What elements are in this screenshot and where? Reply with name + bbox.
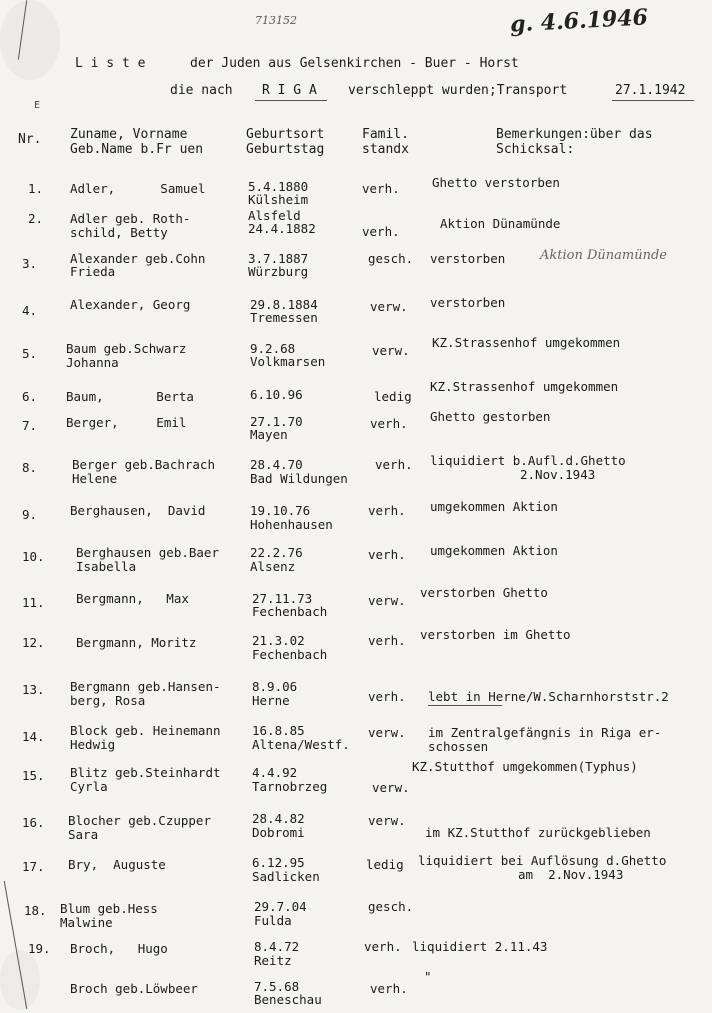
row-name-1: Blitz geb.Steinhardt [70, 765, 221, 780]
row-nr: 6. [22, 389, 38, 404]
row-name-2: Helene [72, 471, 118, 486]
row-name-2: Frieda [70, 264, 116, 279]
row-birth-2: Altena/Westf. [252, 737, 350, 752]
row-name-1: Broch geb.Löwbeer [70, 981, 198, 996]
row-note-1: verstorben Ghetto [420, 585, 548, 600]
row-family-status: gesch. [368, 251, 414, 266]
row-birth-1: 22.2.76 [250, 545, 303, 560]
row-family-status: verw. [368, 725, 406, 740]
row-family-status: verh. [368, 503, 406, 518]
row-name-1: Berghausen geb.Baer [76, 545, 219, 560]
row-birth-1: 29.8.1884 [250, 297, 318, 312]
row-name-1: Broch, Hugo [70, 941, 168, 956]
row-name-2: Johanna [66, 355, 119, 370]
row-nr: 11. [22, 595, 45, 610]
row-note-1: liquidiert 2.11.43 [412, 939, 548, 954]
row-birth-1: Alsfeld [248, 208, 301, 223]
row-birth-2: Mayen [250, 427, 288, 442]
row-birth-2: Külsheim [248, 192, 309, 207]
row-name-2: Hedwig [70, 737, 116, 752]
handwritten-note: Aktion Dünamünde [540, 248, 667, 263]
row-birth-1: 29.7.04 [254, 899, 307, 914]
scan-smudge [0, 950, 40, 1010]
row-name-2: Sara [68, 827, 99, 842]
row-name-1: Berger geb.Bachrach [72, 457, 215, 472]
row-birth-1: 8.4.72 [254, 939, 300, 954]
row-name-1: Bry, Auguste [68, 857, 166, 872]
title-riga: R I G A [262, 83, 317, 98]
handwritten-date: g. 4.6.1946 [509, 4, 649, 38]
row-family-status: verw. [370, 299, 408, 314]
row-birth-1: 5.4.1880 [248, 179, 309, 194]
row-birth-1: 21.3.02 [252, 633, 305, 648]
row-nr: 9. [22, 507, 38, 522]
row-name-1: Bergmann geb.Hansen- [70, 679, 221, 694]
row-nr: 18. [24, 903, 47, 918]
row-family-status: verw. [372, 780, 410, 795]
row-nr: 5. [22, 346, 38, 361]
row-family-status: verw. [368, 813, 406, 828]
row-name-2: schild, Betty [70, 225, 168, 240]
row-family-status: verh. [370, 416, 408, 431]
title-liste: L i s t e [75, 56, 146, 71]
row-note-1: umgekommen Aktion [430, 499, 558, 514]
row-family-status: verh. [362, 224, 400, 239]
date-underline [612, 100, 694, 101]
row-family-status: verw. [372, 343, 410, 358]
row-name-1: Baum geb.Schwarz [66, 341, 187, 356]
archive-number: 713152 [255, 14, 297, 27]
row-birth-2: Fechenbach [252, 604, 328, 619]
row-nr: 15. [22, 768, 45, 783]
row-nr: 2. [28, 211, 44, 226]
row-birth-2: Tarnobrzeg [252, 779, 328, 794]
row-birth-2: Bad Wildungen [250, 471, 348, 486]
row-birth-2: Würzburg [248, 264, 309, 279]
row-note-1: verstorben [430, 251, 506, 266]
row-name-1: Berger, Emil [66, 415, 187, 430]
row-birth-1: 27.11.73 [252, 591, 313, 606]
row-name-1: Berghausen, David [70, 503, 206, 518]
row-note-1: im Zentralgefängnis in Riga er- [428, 725, 662, 740]
row-name-1: Adler geb. Roth- [70, 211, 191, 226]
row-family-status: ledig [366, 857, 404, 872]
header-name-1: Zuname, Vorname [70, 127, 188, 142]
riga-underline [255, 100, 327, 101]
row-family-status: verh. [375, 457, 413, 472]
row-birth-2: Tremessen [250, 310, 318, 325]
row-note-1: umgekommen Aktion [430, 543, 558, 558]
row-note-1: Ghetto verstorben [432, 175, 560, 190]
row-note-1: im KZ.Stutthof zurückgeblieben [425, 825, 651, 840]
row-nr: 10. [22, 549, 45, 564]
title-die-nach: die nach [170, 83, 233, 98]
row-birth-1: 6.10.96 [250, 387, 303, 402]
row-birth-2: Reitz [254, 953, 292, 968]
row-family-status: verh. [364, 939, 402, 954]
row-birth-1: 6.12.95 [252, 855, 305, 870]
row-birth-1: 16.8.85 [252, 723, 305, 738]
row-name-1: Bergmann, Moritz [76, 635, 197, 650]
row-birth-2: Sadlicken [252, 869, 320, 884]
header-fam-2: standx [362, 142, 409, 157]
row-family-status: verh. [368, 689, 406, 704]
row-family-status: verh. [368, 547, 406, 562]
title-main: der Juden aus Gelsenkirchen - Buer - Horst [190, 56, 519, 71]
header-notes-1: Bemerkungen:über das [496, 127, 653, 142]
row-note-1: liquidiert b.Aufl.d.Ghetto [430, 453, 626, 468]
row-nr: 1. [28, 181, 44, 196]
row-birth-1: 4.4.92 [252, 765, 298, 780]
row-family-status: gesch. [368, 899, 414, 914]
row-birth-1: 9.2.68 [250, 341, 296, 356]
row-birth-2: Alsenz [250, 559, 296, 574]
row-note-1: lebt in Herne/W.Scharnhorststr.2 [428, 689, 669, 704]
row-name-1: Block geb. Heinemann [70, 723, 221, 738]
row-family-status: verh. [368, 633, 406, 648]
row-note-2: 2.Nov.1943 [520, 467, 596, 482]
row-birth-2: Beneschau [254, 992, 322, 1007]
row-note-2: am 2.Nov.1943 [518, 867, 624, 882]
row-birth-1: 7.5.68 [254, 979, 300, 994]
row-name-2: berg, Rosa [70, 693, 146, 708]
row-birth-1: 8.9.06 [252, 679, 298, 694]
row-family-status: verh. [370, 981, 408, 996]
row-note-1: Ghetto gestorben [430, 409, 551, 424]
margin-mark: E [34, 100, 41, 111]
row-nr: 17. [22, 859, 45, 874]
row-note-1: KZ.Stutthof umgekommen(Typhus) [412, 759, 638, 774]
row-birth-2: Fulda [254, 913, 292, 928]
row-birth-2: Herne [252, 693, 290, 708]
row-birth-2: Hohenhausen [250, 517, 333, 532]
header-birth-2: Geburtstag [246, 142, 325, 157]
row-nr: 13. [22, 682, 45, 697]
row-nr: 4. [22, 303, 38, 318]
row-name-2: Cyrla [70, 779, 108, 794]
row-note-1: KZ.Strassenhof umgekommen [430, 379, 619, 394]
row-birth-1: 28.4.70 [250, 457, 303, 472]
row-note-1: verstorben im Ghetto [420, 627, 571, 642]
scan-smudge [0, 0, 60, 80]
row-nr: 8. [22, 460, 38, 475]
row-name-1: Adler, Samuel [70, 181, 206, 196]
row-birth-2: Dobromi [252, 825, 305, 840]
row-nr: 16. [22, 815, 45, 830]
row-note-1: " [424, 969, 432, 984]
row-birth-2: Volkmarsen [250, 354, 326, 369]
row-name-2: Malwine [60, 915, 113, 930]
row-note-1: KZ.Strassenhof umgekommen [432, 335, 621, 350]
row-nr: 12. [22, 635, 45, 650]
row-name-1: Alexander, Georg [70, 297, 191, 312]
header-name-2: Geb.Name b.Fr uen [70, 142, 204, 157]
row-family-status: ledig [374, 389, 412, 404]
row-nr: 7. [22, 418, 38, 433]
row-birth-1: 28.4.82 [252, 811, 305, 826]
header-fam-1: Famil. [362, 127, 409, 142]
note-underline [428, 705, 502, 706]
row-family-status: verw. [368, 593, 406, 608]
row-name-1: Bergmann, Max [76, 591, 189, 606]
row-birth-2: Fechenbach [252, 647, 328, 662]
row-note-2: schossen [428, 739, 489, 754]
row-birth-1: 3.7.1887 [248, 251, 309, 266]
row-name-1: Baum, Berta [66, 389, 194, 404]
row-birth-2: 24.4.1882 [248, 221, 316, 236]
row-name-1: Blocher geb.Czupper [68, 813, 211, 828]
row-name-2: Isabella [76, 559, 137, 574]
row-name-1: Blum geb.Hess [60, 901, 158, 916]
row-note-1: Aktion Dünamünde [440, 216, 561, 231]
header-nr: Nr. [18, 132, 42, 147]
row-family-status: verh. [362, 181, 400, 196]
title-transport-date: 27.1.1942 [615, 83, 686, 98]
row-note-1: verstorben [430, 295, 506, 310]
row-note-1: liquidiert bei Auflösung d.Ghetto [418, 853, 667, 868]
row-nr: 14. [22, 729, 45, 744]
header-notes-2: Schicksal: [496, 142, 575, 157]
row-birth-1: 27.1.70 [250, 414, 303, 429]
row-nr: 3. [22, 256, 38, 271]
title-transport: verschleppt wurden;Transport [348, 83, 568, 98]
header-birth-1: Geburtsort [246, 127, 325, 142]
row-nr: 19. [28, 941, 51, 956]
row-birth-1: 19.10.76 [250, 503, 311, 518]
row-name-1: Alexander geb.Cohn [70, 251, 206, 266]
